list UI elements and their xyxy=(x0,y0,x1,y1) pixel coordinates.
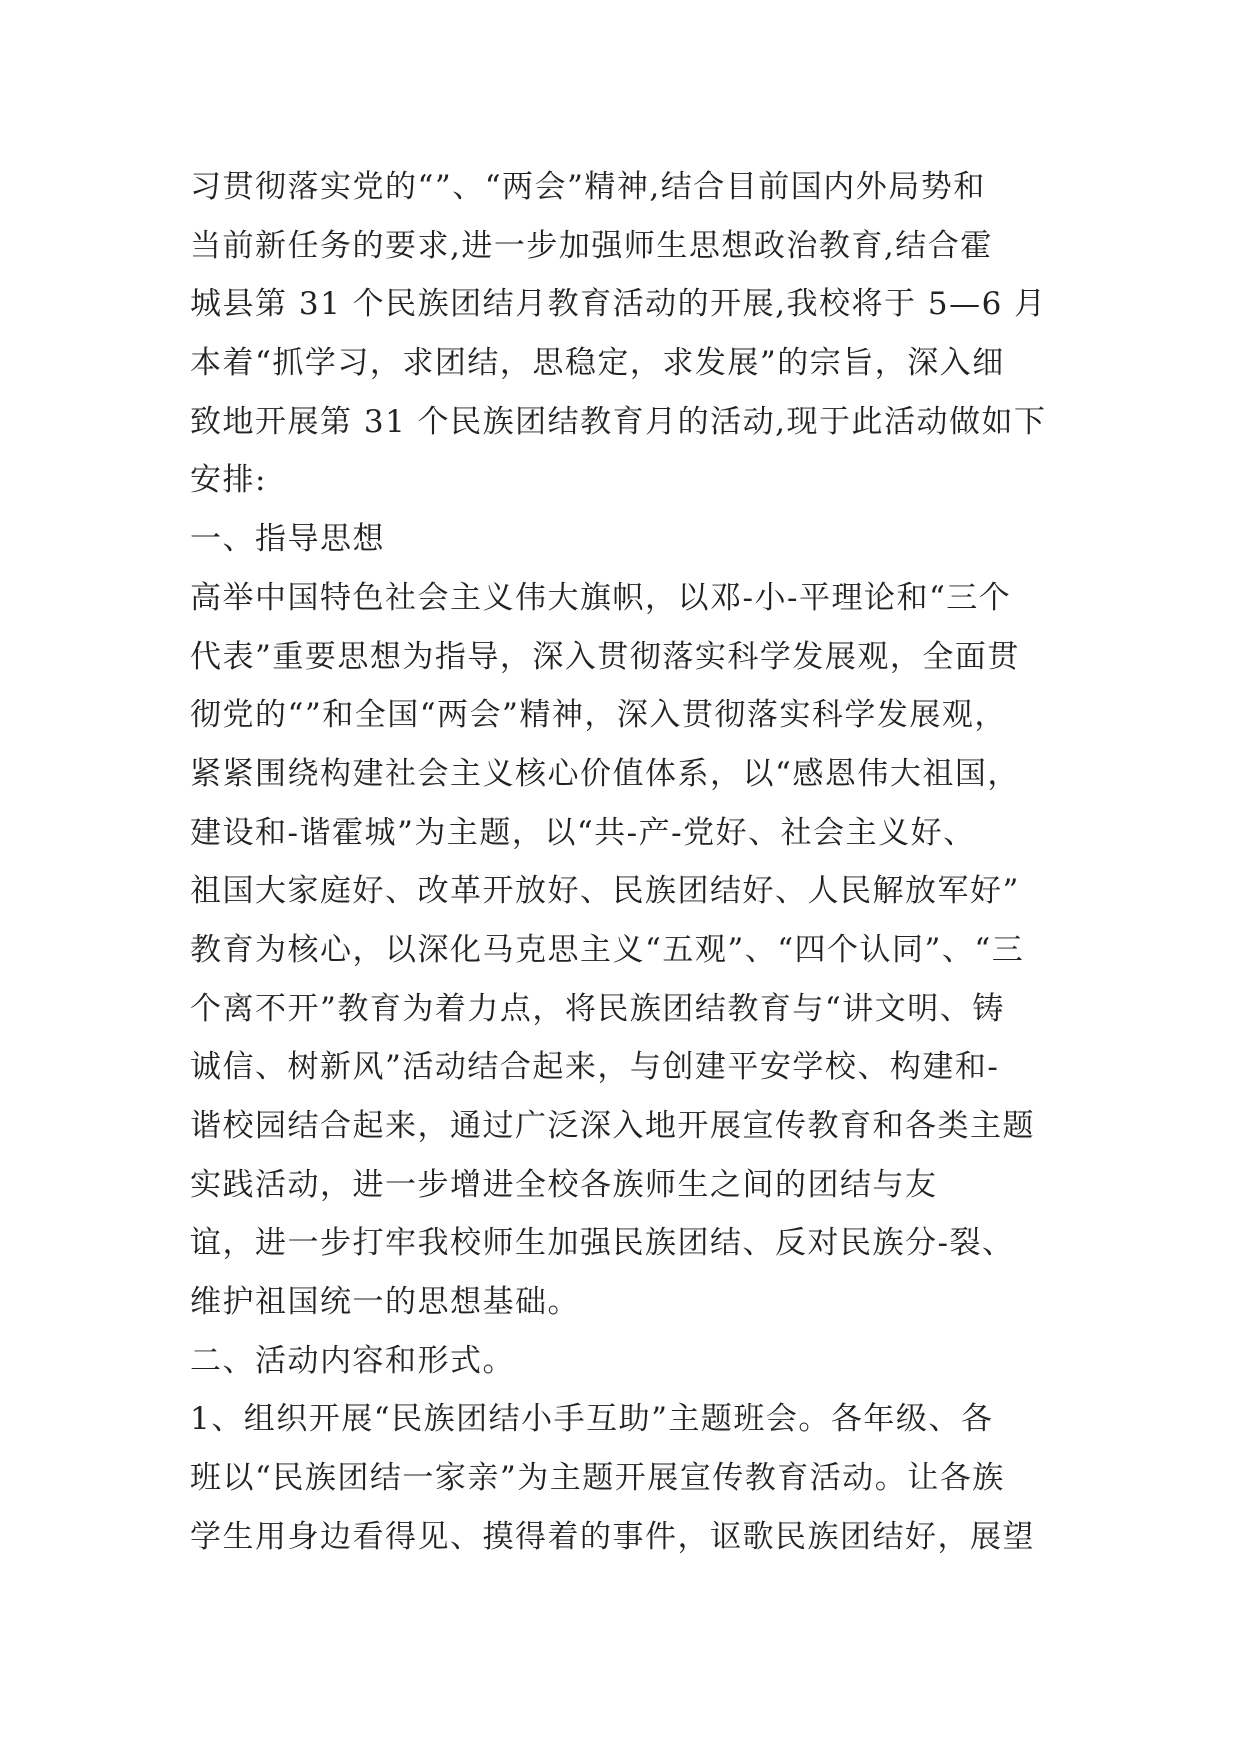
text-line: 诚信、树新风”活动结合起来，与创建平安学校、构建和- xyxy=(190,1049,1000,1086)
text-line: 高举中国特色社会主义伟大旗帜，以邓-小-平理论和“三个 xyxy=(190,579,1012,616)
text-line: 谐校园结合起来，通过广泛深入地开展宣传教育和各类主题 xyxy=(190,1108,1035,1144)
text-line: 安排: xyxy=(190,462,267,499)
section-heading: 一、指导思想 xyxy=(190,521,385,558)
text-line: 代表”重要思想为指导，深入贯彻落实科学发展观，全面贯 xyxy=(190,638,1020,675)
text-line: 本着“抓学习，求团结，思稳定，求发展”的宗旨，深入细 xyxy=(190,345,1005,382)
section-heading: 二、活动内容和形式。 xyxy=(190,1342,515,1379)
text-line: 教育为核心，以深化马克思主义“五观”、“四个认同”、“三 xyxy=(190,931,1025,968)
text-line: 城县第 31 个民族团结月教育活动的开展,我校将于 5—6 月 xyxy=(190,286,1047,323)
text-line: 实践活动，进一步增进全校各族师生之间的团结与友 xyxy=(190,1166,938,1203)
text-line: 班以“民族团结一家亲”为主题开展宣传教育活动。让各族 xyxy=(190,1460,1005,1497)
text-line: 紧紧围绕构建社会主义核心价值体系，以“感恩伟大祖国， xyxy=(190,755,1020,792)
text-line: 致地开展第 31 个民族团结教育月的活动,现于此活动做如下 xyxy=(190,403,1047,440)
text-line: 建设和-谐霍城”为主题，以“共-产-党好、社会主义好、 xyxy=(190,814,976,851)
text-line: 当前新任务的要求,进一步加强师生思想政治教育,结合霍 xyxy=(190,227,993,264)
text-line: 谊，进一步打牢我校师生加强民族团结、反对民族分-裂、 xyxy=(190,1225,1015,1262)
text-line: 维护祖国统一的思想基础。 xyxy=(190,1284,580,1321)
text-line: 个离不开”教育为着力点，将民族团结教育与“讲文明、铸 xyxy=(190,990,1005,1027)
document-body xyxy=(190,158,1090,1567)
text-line: 习贯彻落实党的“”、“两会”精神,结合目前国内外局势和 xyxy=(190,169,986,205)
text-line: 1、组织开展“民族团结小手互助”主题班会。各年级、各 xyxy=(190,1401,994,1438)
text-line: 祖国大家庭好、改革开放好、民族团结好、人民解放军好” xyxy=(190,873,1020,910)
text-line: 彻党的“”和全国“两会”精神，深入贯彻落实科学发展观， xyxy=(190,697,1007,734)
text-line: 学生用身边看得见、摸得着的事件，讴歌民族团结好，展望 xyxy=(190,1518,1035,1555)
